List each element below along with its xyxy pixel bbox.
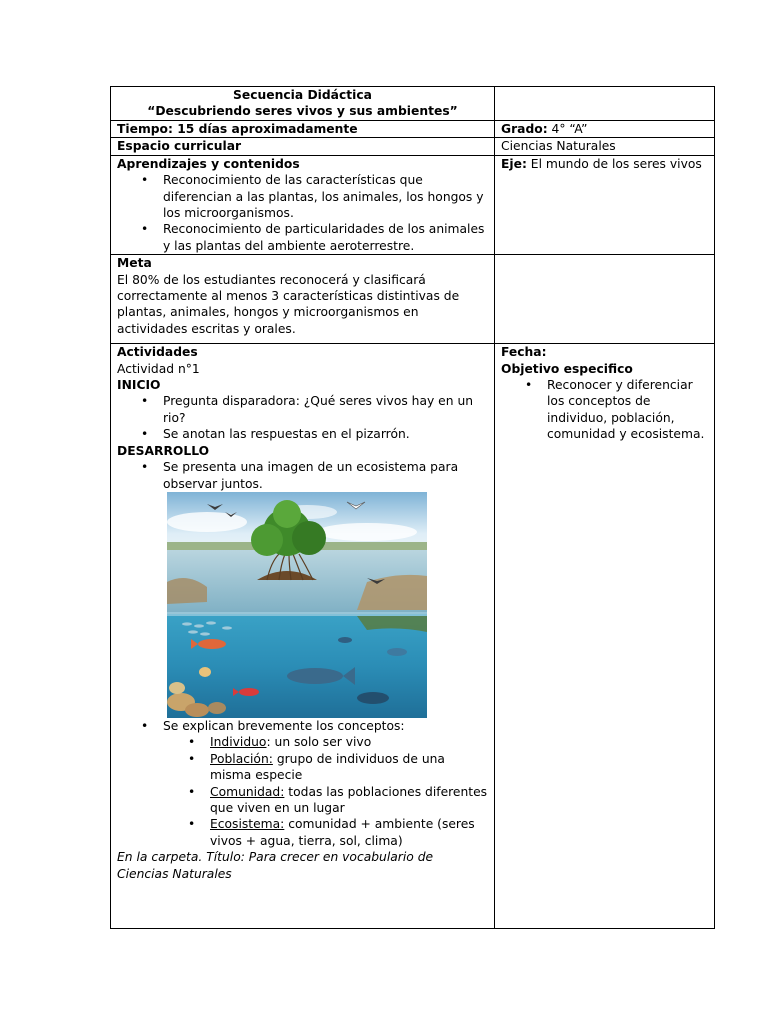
concept-item [210, 751, 488, 784]
development-heading: DESARROLLO [117, 443, 210, 458]
large-fish [287, 668, 343, 684]
header-empty-cell [495, 87, 715, 121]
concept-def: : un solo ser vivo [266, 735, 372, 750]
objective-label: Objetivo especifico [501, 361, 633, 376]
axis-cell [495, 155, 715, 254]
list-item: • Reconocer y diferenciar los conceptos de individuo, población, comunidad y ecosistema. [547, 377, 708, 443]
goal-empty-cell [495, 255, 715, 344]
time-row [111, 121, 715, 138]
concept-item [210, 816, 488, 849]
concept-item [210, 734, 488, 750]
concept-term: Población: [210, 751, 273, 766]
concept-term: Ecosistema: [210, 817, 285, 832]
goal-cell [111, 255, 495, 344]
list-item: • Se explican brevemente los conceptos: [163, 718, 488, 734]
goal-row [111, 255, 715, 344]
concept-item [210, 784, 488, 817]
grade-label: Grado: [501, 122, 548, 136]
list-item: • Se presenta una imagen de un ecosistema para observar juntos. [163, 459, 488, 492]
grade-value: 4° “A” [551, 122, 588, 136]
activities-cell [111, 344, 495, 929]
axis-value: El mundo de los seres vivos [530, 156, 702, 171]
objective-list [501, 377, 708, 443]
development-list-continued [117, 718, 488, 734]
notebook-note: En la carpeta. Título: Para crecer en vocabulario de Ciencias Naturales [117, 850, 434, 881]
lesson-plan-table [110, 86, 715, 929]
goal-text: El 80% de los estudiantes reconocerá y clasificará correctamente al menos 3 características distintivas de plantas, animales, hongos y microorganismos en actividades escritas y orales. [117, 272, 460, 336]
concept-def: grupo de individuos de una misma especie [210, 751, 445, 783]
objective-cell [495, 344, 715, 929]
start-heading: INICIO [117, 378, 161, 393]
concepts-list [117, 734, 488, 849]
ecosystem-illustration [167, 492, 427, 718]
grade-cell [495, 121, 715, 138]
concept-def: todas las poblaciones diferentes que viven en un lugar [210, 784, 488, 815]
header-row [111, 87, 715, 121]
concept-def: comunidad + ambiente (seres vivos + agua, tierra, sol, clima) [210, 817, 475, 848]
list-item: • Se anotan las respuestas en el pizarrón. [163, 426, 488, 442]
start-list [117, 393, 488, 442]
time-label: Tiempo: 15 días aproximadamente [111, 121, 495, 138]
concept-term: Comunidad: [210, 784, 285, 799]
axis-label: Eje: [501, 156, 527, 171]
list-item: • Pregunta disparadora: ¿Qué seres vivos hay en un rio? [163, 393, 488, 426]
concept-term: Individuo [210, 735, 267, 750]
learning-list [117, 172, 488, 254]
ecosystem-image [167, 492, 427, 718]
list-item: • Reconocimiento de las características que diferencian a las plantas, los animales, los hongos y los microorganismos. [163, 172, 488, 221]
activities-label: Actividades [117, 345, 198, 360]
space-value: Ciencias Naturales [495, 138, 715, 155]
plan-title: Secuencia Didáctica [233, 88, 372, 102]
plan-subtitle: “Descubriendo seres vivos y sus ambientes” [147, 104, 458, 119]
header-cell [111, 87, 495, 121]
space-label: Espacio curricular [111, 138, 495, 155]
underwater [167, 614, 427, 718]
red-fish [239, 688, 259, 696]
learning-cell [111, 155, 495, 254]
goal-label: Meta [117, 256, 152, 271]
activities-row [111, 344, 715, 929]
space-row [111, 138, 715, 155]
list-item: • Reconocimiento de particularidades de los animales y las plantas del ambiente aeroterrestre. [163, 221, 488, 254]
date-label: Fecha: [501, 345, 547, 360]
learning-label: Aprendizajes y contenidos [117, 156, 300, 171]
activity-number: Actividad n°1 [117, 361, 200, 376]
orange-fish [198, 639, 226, 649]
learning-row [111, 155, 715, 254]
ray [357, 692, 389, 704]
development-list [117, 459, 488, 492]
